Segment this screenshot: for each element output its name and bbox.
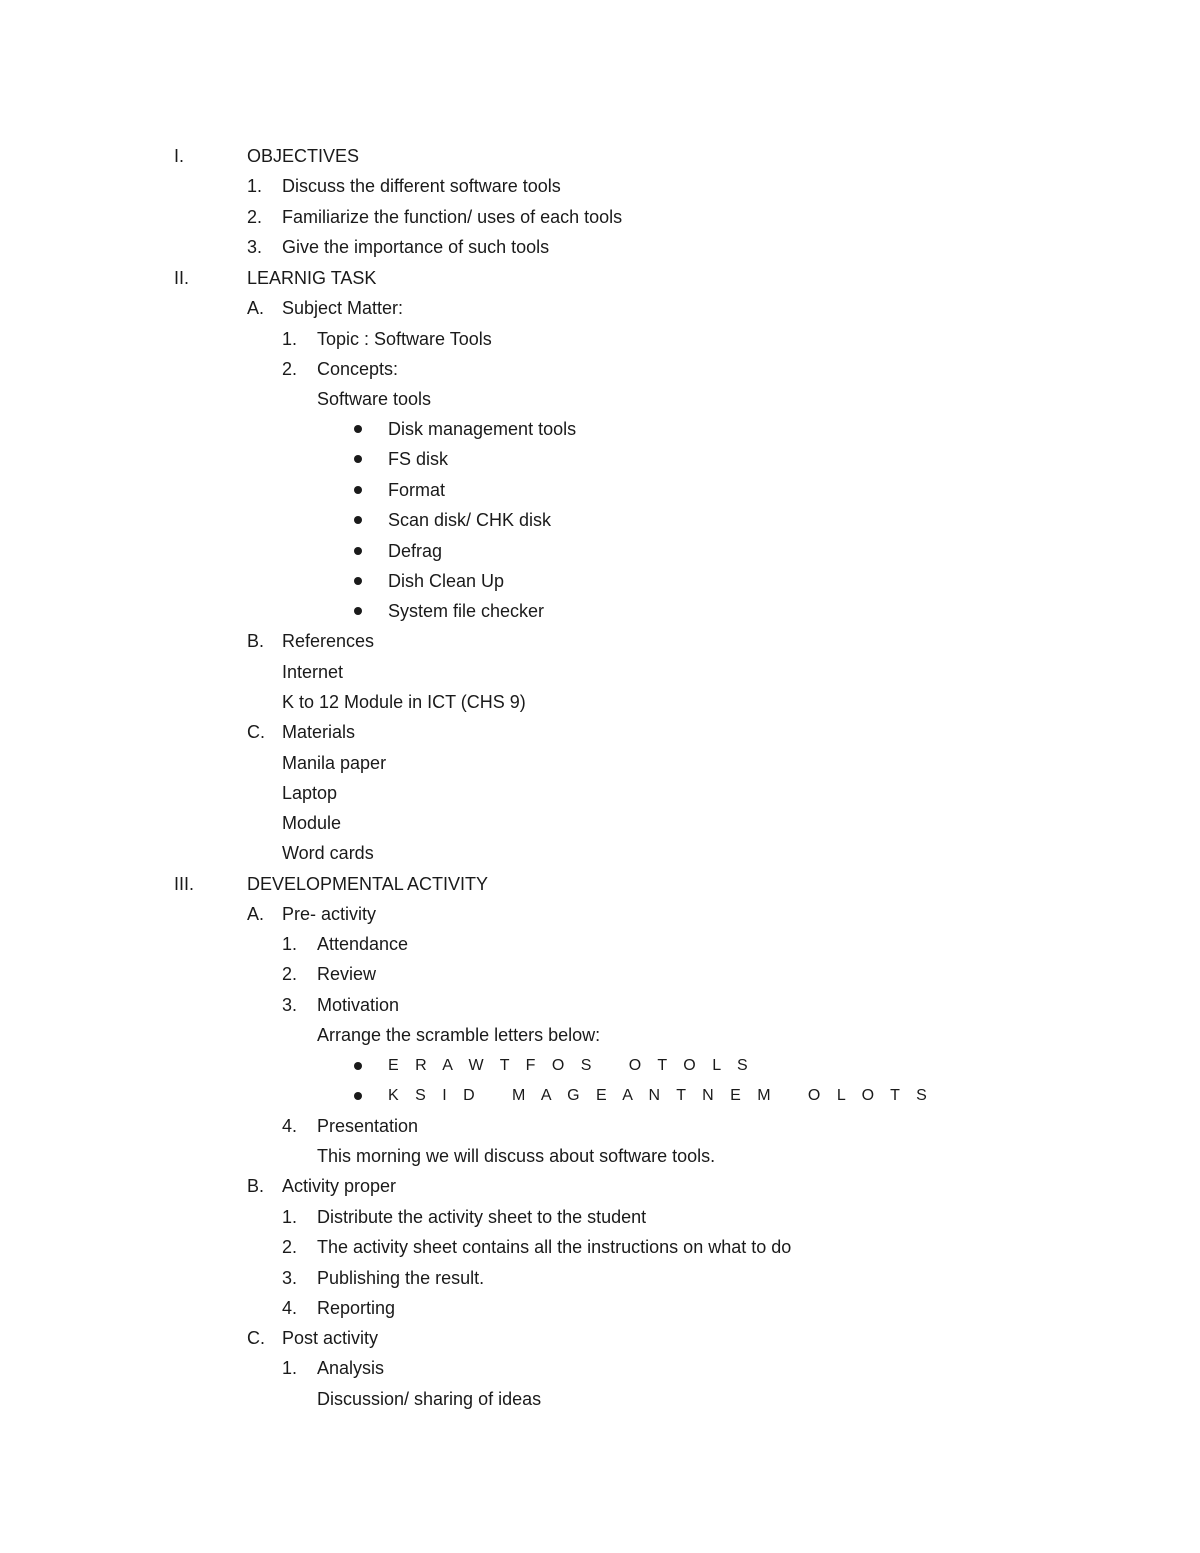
bullet-icon (354, 455, 362, 463)
bullet-icon (354, 577, 362, 585)
item-text: Familiarize the function/ uses of each tools (282, 207, 623, 227)
subsection-letter: A. (247, 904, 265, 924)
section-title: OBJECTIVES (247, 146, 360, 166)
bullet-icon (354, 486, 362, 494)
bullet-text: Defrag (388, 541, 443, 561)
material-text: Word cards (282, 843, 374, 863)
section-number: III. (174, 874, 195, 894)
item-text: Analysis (317, 1358, 385, 1378)
item-number: 3. (247, 237, 263, 257)
item-number: 2. (282, 1237, 298, 1257)
item-number: 4. (282, 1116, 298, 1136)
bullet-icon (354, 1062, 362, 1070)
item-text: Distribute the activity sheet to the student (317, 1207, 647, 1227)
bullet-text: Dish Clean Up (388, 571, 505, 591)
subsection-title: Materials (282, 722, 356, 742)
bullet-icon (354, 516, 362, 524)
item-text: Presentation (317, 1116, 419, 1136)
item-number: 1. (247, 176, 263, 196)
subsection-title: Activity proper (282, 1176, 397, 1196)
item-number: 2. (282, 964, 298, 984)
subsection-letter: C. (247, 722, 265, 742)
item-number: 1. (282, 1207, 298, 1227)
item-number: 3. (282, 995, 298, 1015)
item-number: 4. (282, 1298, 298, 1318)
item-text: Attendance (317, 934, 409, 954)
bullet-text: FS disk (388, 449, 449, 469)
bullet-icon (354, 425, 362, 433)
item-text: Review (317, 964, 377, 984)
material-text: Module (282, 813, 342, 833)
item-number: 1. (282, 329, 298, 349)
motivation-text: Arrange the scramble letters below: (317, 1025, 601, 1045)
bullet-icon (354, 1092, 362, 1100)
subsection-letter: B. (247, 631, 265, 651)
bullet-text: Format (388, 480, 446, 500)
item-text: Give the importance of such tools (282, 237, 550, 257)
subsection-title: Subject Matter: (282, 298, 404, 318)
subsection-title: References (282, 631, 375, 651)
item-text: Publishing the result. (317, 1268, 485, 1288)
section-title: DEVELOPMENTAL ACTIVITY (247, 874, 489, 894)
bullet-text: Disk management tools (388, 419, 577, 439)
subsection-letter: C. (247, 1328, 265, 1348)
bullet-text: Scan disk/ CHK disk (388, 510, 552, 530)
item-text: Motivation (317, 995, 400, 1015)
bullet-icon (354, 607, 362, 615)
reference-text: K to 12 Module in ICT (CHS 9) (282, 692, 526, 712)
material-text: Laptop (282, 783, 338, 803)
item-number: 3. (282, 1268, 298, 1288)
presentation-text: This morning we will discuss about software tools. (317, 1146, 716, 1166)
section-number: II. (174, 268, 190, 288)
item-number: 2. (282, 359, 298, 379)
reference-text: Internet (282, 662, 344, 682)
subsection-letter: A. (247, 298, 265, 318)
material-text: Manila paper (282, 753, 387, 773)
section-title: LEARNIG TASK (247, 268, 377, 288)
subsection-title: Pre- activity (282, 904, 377, 924)
item-text: The activity sheet contains all the instructions on what to do (317, 1237, 792, 1257)
section-number: I. (174, 146, 185, 166)
scramble-text: K S I D M A G E A N T N E M O L O T S (388, 1087, 933, 1104)
item-number: 2. (247, 207, 263, 227)
bullet-icon (354, 547, 362, 555)
item-text: Discuss the different software tools (282, 176, 561, 196)
subsection-title: Post activity (282, 1328, 379, 1348)
concept-heading-text: Software tools (317, 389, 432, 409)
subsection-letter: B. (247, 1176, 265, 1196)
item-number: 1. (282, 934, 298, 954)
item-text: Reporting (317, 1298, 396, 1318)
analysis-text: Discussion/ sharing of ideas (317, 1389, 542, 1409)
item-text: Concepts: (317, 359, 399, 379)
item-number: 1. (282, 1358, 298, 1378)
scramble-text: E R A W T F O S O T O L S (388, 1057, 754, 1074)
item-text: Topic : Software Tools (317, 329, 492, 349)
bullet-text: System file checker (388, 601, 545, 621)
